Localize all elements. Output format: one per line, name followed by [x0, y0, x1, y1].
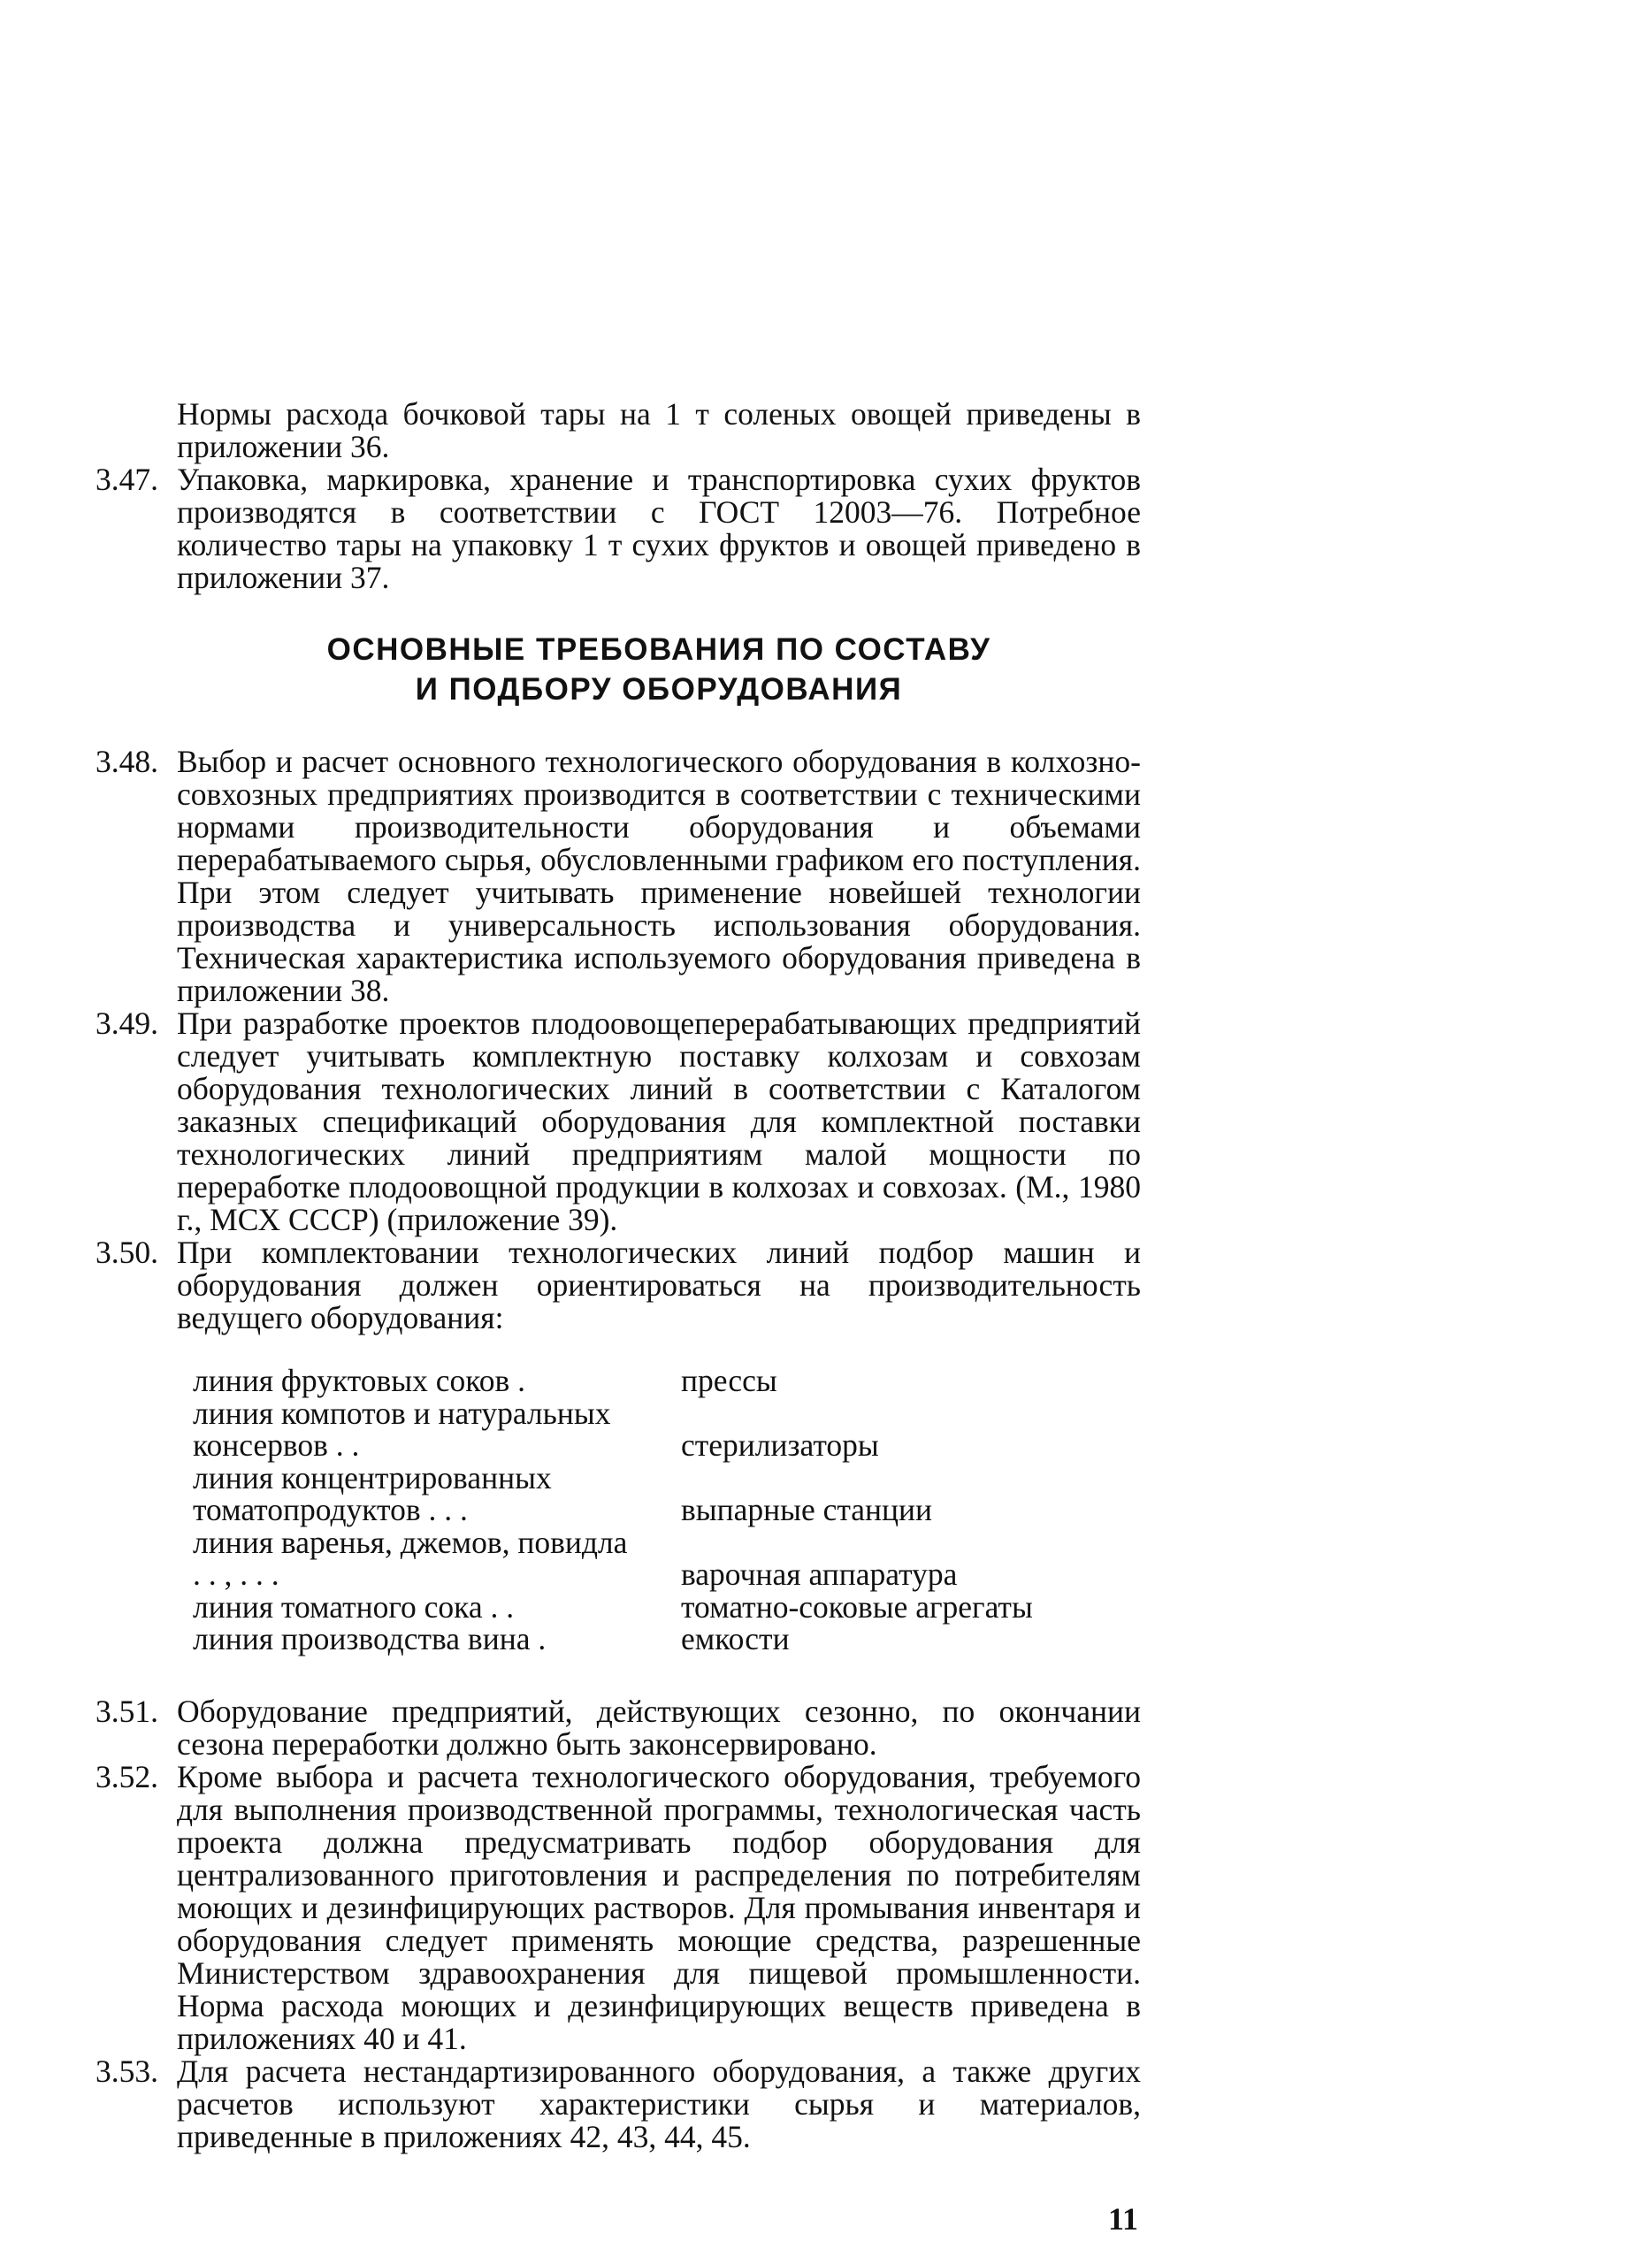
table-row — [193, 1623, 1077, 1656]
line-name: линия томатного сока . . — [193, 1588, 515, 1625]
paragraph-3-48 — [96, 744, 1141, 1008]
paragraph-3-51 — [96, 1694, 1141, 1762]
equipment-name: стерилизаторы — [681, 1427, 879, 1463]
paragraph-text: Кроме выбора и расчета технологического оборудования, требуемого для выполнения производственной программы, технологическая часть проекта должна предусматривать подбор оборудования для централизованного приготовления и распределения по потребителям моющих и дезинфицирующих растворов. Для промывания инвентаря и оборудования следует применять моющие средства, разрешенные Министерством здравоохранения для пищевой промышленности. Норма расхода моющих и дезинфицирующих веществ приведена в приложениях 40 и 41. — [177, 1759, 1141, 2056]
paragraph-number: 3.49. — [96, 1006, 158, 1041]
equipment-name: прессы — [681, 1363, 777, 1398]
line-name: линия производства вина . — [193, 1621, 547, 1656]
equipment-name: емкости — [681, 1621, 790, 1656]
section-heading — [177, 630, 1141, 709]
intro-paragraph — [177, 398, 1141, 463]
paragraph-3-50 — [96, 1235, 1141, 1335]
paragraph-3-53 — [96, 2054, 1141, 2154]
intro-text: Нормы расхода бочковой тары на 1 т соленых овощей приведены в приложении 36. — [177, 396, 1141, 464]
paragraph-3-52 — [96, 1759, 1141, 2056]
paragraph-text: Выбор и расчет основного технологического оборудования в колхозно-совхозных предприятиях производится в соответствии с техническими нормами производительности оборудования и объемами перерабатываемого сырья, обусловленными графиком его поступления. При этом следует учитывать применение новейшей технологии производства и универсальность использования оборудования. Техническая характеристика используемого оборудования приведена в приложении 38. — [177, 744, 1141, 1008]
paragraph-number: 3.47. — [96, 462, 158, 497]
line-name: линия варенья, джемов, повидла . . , . . . — [193, 1524, 628, 1592]
equipment-table — [193, 1365, 1077, 1656]
paragraph-number: 3.52. — [96, 1759, 158, 1794]
middle-text-block — [96, 744, 1141, 1335]
paragraph-number: 3.50. — [96, 1235, 158, 1270]
paragraph-number: 3.53. — [96, 2054, 158, 2089]
table-row — [193, 1365, 1077, 1397]
equipment-name: томатно-соковые агрегаты — [681, 1588, 1033, 1625]
page-number: 11 — [1108, 2201, 1139, 2237]
section-heading-line-2: И ПОДБОРУ ОБОРУДОВАНИЯ — [415, 672, 903, 707]
paragraph-text: При разработке проектов плодоовощеперерабатывающих предприятий следует учитывать комплектную поставку колхозам и совхозам оборудования технологических линий в соответствии с Каталогом заказных спецификаций оборудования для комплектной поставки технологических линий предприятиям малой мощности по переработке плодоовощной продукции в колхозах и совхозах. (М., 1980 г., МСХ СССР) (приложение 39). — [177, 1006, 1141, 1237]
paragraph-3-47 — [96, 462, 1141, 595]
line-name: линия концентрированных томатопродуктов . . . — [193, 1459, 552, 1527]
bottom-text-block — [96, 1694, 1141, 2154]
table-row — [193, 1397, 1077, 1462]
table-row — [193, 1526, 1077, 1591]
paragraph-number: 3.51. — [96, 1694, 158, 1729]
table-row — [193, 1459, 1077, 1527]
section-heading-line-1: ОСНОВНЫЕ ТРЕБОВАНИЯ ПО СОСТАВУ — [326, 632, 991, 667]
paragraph-text: Упаковка, маркировка, хранение и транспортировка сухих фруктов производятся в соответствии с ГОСТ 12003—76. Потребное количество тары на упаковку 1 т сухих фруктов и овощей приведено в приложении 37. — [177, 462, 1141, 595]
paragraph-number: 3.48. — [96, 744, 158, 779]
table-row — [193, 1588, 1077, 1625]
paragraph-text: При комплектовании технологических линий подбор машин и оборудования должен ориентироваться на производительность ведущего оборудования: — [177, 1235, 1141, 1335]
line-name: линия компотов и натуральных консервов . . — [193, 1395, 611, 1463]
equipment-name: варочная аппаратура — [681, 1556, 958, 1592]
paragraph-text: Для расчета нестандартизированного оборудования, а также других расчетов используют характеристики сырья и материалов, приведенные в приложениях 42, 43, 44, 45. — [177, 2054, 1141, 2154]
top-text-block — [96, 396, 1141, 595]
paragraph-3-49 — [96, 1006, 1141, 1237]
equipment-name: выпарные станции — [681, 1492, 933, 1527]
line-name: линия фруктовых соков . — [193, 1363, 525, 1398]
paragraph-text: Оборудование предприятий, действующих сезонно, по окончании сезона переработки должно быть законсервировано. — [177, 1694, 1141, 1762]
